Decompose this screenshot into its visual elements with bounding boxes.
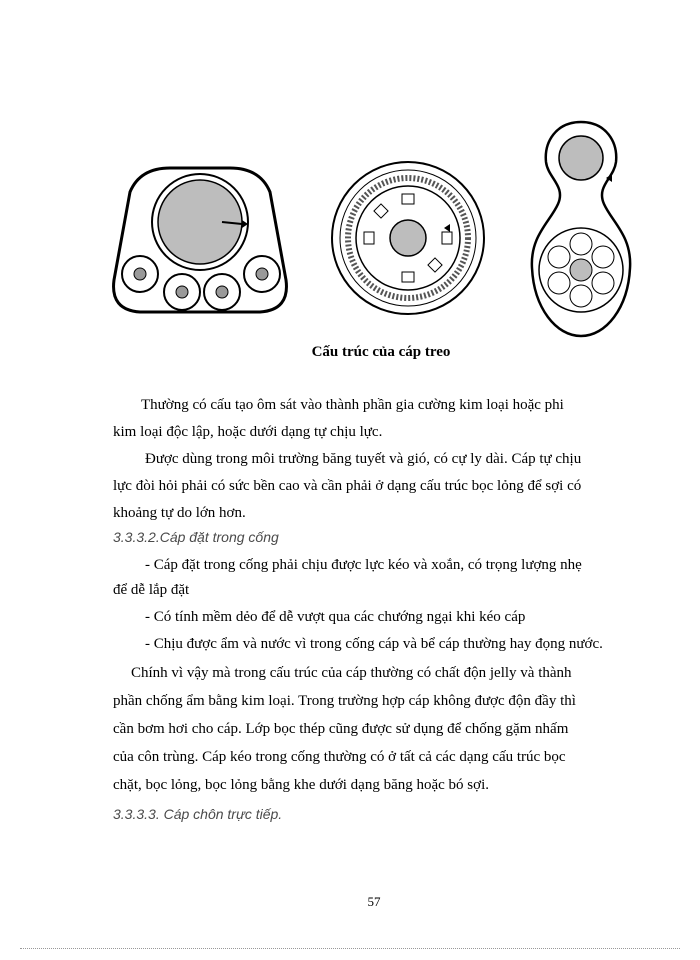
bullet-item: - Cáp đặt trong cống phải chịu được lực kéo và xoắn, có trọng lượng nhẹ (145, 557, 582, 573)
section-heading: 3.3.3.2.Cáp đặt trong cống (113, 529, 279, 545)
paragraph-line: cần bơm hơi cho cáp. Lớp bọc thép cũng được sử dụng để chống gặm nhấm (113, 721, 569, 737)
cable-diagram-left (110, 162, 290, 322)
bullet-item-continuation: để dễ lắp đặt (113, 582, 190, 598)
paragraph-line: khoảng tự do lớn hơn. (113, 505, 246, 521)
bullet-item: - Có tính mềm dẻo để dễ vượt qua các chướng ngại khi kéo cáp (145, 609, 526, 625)
paragraph-line: kim loại độc lập, hoặc dưới dạng tự chịu lực. (113, 424, 383, 440)
paragraph-line: Thường có cấu tạo ôm sát vào thành phần gia cường kim loại hoặc phi (141, 397, 564, 413)
paragraph-line: của côn trùng. Cáp kéo trong cống thường có ở tất cả các dạng cấu trúc bọc (113, 749, 566, 765)
paragraph-line: chặt, bọc lỏng, bọc lỏng bằng khe dưới dạng băng hoặc bó sợi. (113, 777, 489, 793)
paragraph-line: Chính vì vậy mà trong cấu trúc của cáp thường có chất độn jelly và thành (131, 665, 572, 681)
paragraph-line: phần chống ẩm bằng kim loại. Trong trường hợp cáp không được độn đầy thì (113, 693, 576, 709)
bullet-item: - Chịu được ẩm và nước vì trong cống cáp và bể cáp thường hay đọng nước. (145, 636, 603, 652)
paragraph-line: lực đòi hỏi phải có sức bền cao và cần phải ở dạng cấu trúc bọc lỏng để sợi có (113, 478, 582, 494)
figure-caption: Cấu trúc của cáp treo (311, 344, 451, 360)
cable-diagram-middle (328, 158, 488, 318)
cable-figure (110, 118, 640, 340)
section-heading: 3.3.3.3. Cáp chôn trực tiếp. (113, 806, 283, 822)
cable-diagram-right (526, 118, 636, 340)
page-divider (20, 948, 680, 949)
page-number: 57 (367, 894, 381, 909)
paragraph-line: Được dùng trong môi trường băng tuyết và gió, có cự ly dài. Cáp tự chịu (145, 451, 582, 467)
